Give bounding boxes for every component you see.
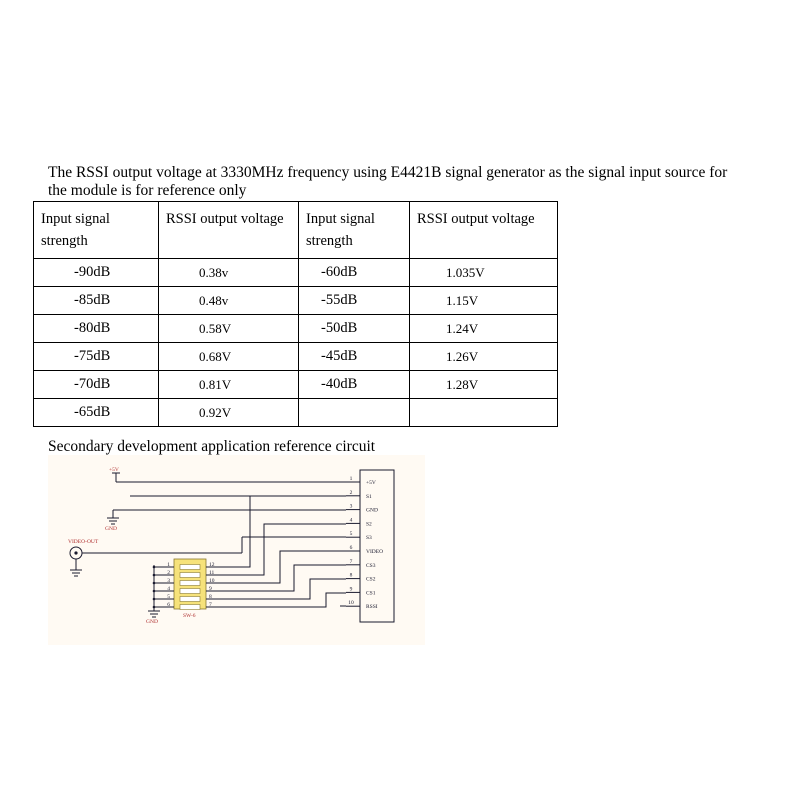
table-cell: -75dB	[34, 343, 159, 371]
table-cell: -65dB	[34, 399, 159, 427]
connector-pin-name: CS1	[366, 590, 376, 597]
reference-circuit	[48, 455, 425, 645]
junction-dot	[153, 566, 156, 569]
table-row	[34, 399, 558, 427]
table-cell: 1.15V	[410, 287, 558, 315]
switch-slot	[180, 581, 200, 586]
rssi-table	[33, 201, 558, 427]
connector-pin-number: 3	[349, 503, 353, 510]
header-rssi-output-voltage-2: RSSI output voltage	[410, 202, 558, 259]
junction-dot	[153, 598, 156, 601]
connector-pin-name: CS3	[366, 562, 376, 569]
table-cell: 1.26V	[410, 343, 558, 371]
table-cell: 1.24V	[410, 315, 558, 343]
switch-slot	[180, 605, 200, 610]
switch-left-pin-number: 3	[167, 578, 170, 584]
junction-dot	[153, 590, 156, 593]
connector-pin-number: 4	[349, 517, 353, 524]
junction-dot	[153, 606, 156, 609]
table-cell: -90dB	[34, 259, 159, 287]
connector-pin-name: S3	[366, 535, 372, 542]
connector-pin-number: 1	[349, 476, 353, 482]
power-label: +5V	[109, 467, 119, 473]
table-cell: 0.68V	[159, 343, 299, 371]
table-row	[34, 371, 558, 399]
header-input-signal-strength-2: Input signal strength	[299, 202, 410, 259]
ground-symbol	[105, 510, 346, 532]
switch-right-pin-number: 7	[209, 602, 212, 608]
table-cell: 0.38v	[159, 259, 299, 287]
table-header-row	[34, 202, 558, 259]
table-cell: -70dB	[34, 371, 159, 399]
connector-pins	[346, 476, 383, 610]
connector-pin-number: 5	[349, 531, 353, 538]
connector-body	[360, 470, 394, 622]
switch-slot	[180, 589, 200, 594]
connector-pin-number: 7	[349, 558, 353, 565]
connector-pin-name: RSSI	[366, 604, 378, 611]
switch-slot	[180, 565, 200, 570]
junction-dot	[153, 574, 156, 577]
junction-dot	[153, 582, 156, 585]
connector-pin-name: CS2	[366, 576, 376, 583]
switch-right-pin-number: 12	[209, 562, 215, 568]
circuit-schematic	[48, 455, 425, 645]
table-row	[34, 287, 558, 315]
switch-left-pin-number: 1	[167, 562, 170, 568]
table-cell: -80dB	[34, 315, 159, 343]
table-row	[34, 259, 558, 287]
table-cell: 0.92V	[159, 399, 299, 427]
switch-left-pins	[153, 562, 174, 608]
connector-pin-number: 6	[349, 545, 353, 551]
switch-slot	[180, 573, 200, 578]
switch-slot	[180, 597, 200, 602]
switch-right-pin-number: 8	[209, 594, 212, 600]
connector-pin-number: 8	[349, 572, 353, 579]
table-cell: 1.035V	[410, 259, 558, 287]
dip-switch	[146, 559, 215, 625]
switch-right-pins	[209, 562, 215, 608]
switch-left-pin-number: 2	[167, 570, 170, 576]
table-cell: -50dB	[299, 315, 410, 343]
table-cell: -85dB	[34, 287, 159, 315]
connector-pin-name: GND	[366, 507, 378, 514]
table-cell	[299, 399, 410, 427]
table-cell: 0.58V	[159, 315, 299, 343]
video-out-connector	[68, 537, 346, 576]
table-cell: -45dB	[299, 343, 410, 371]
connector-pin-name: S2	[366, 521, 372, 528]
table-cell	[410, 399, 558, 427]
switch-wiring	[206, 496, 346, 607]
table-cell: -60dB	[299, 259, 410, 287]
header-rssi-output-voltage-1: RSSI output voltage	[159, 202, 299, 259]
switch-right-pin-number: 11	[209, 570, 215, 576]
connector-pin-number: 10	[348, 600, 354, 607]
power-symbol	[109, 467, 346, 482]
table-row	[34, 315, 558, 343]
table-cell: 1.28V	[410, 371, 558, 399]
gnd-label-2: GND	[146, 619, 158, 625]
switch-left-pin-number: 6	[167, 602, 170, 608]
connector-pin-number: 2	[349, 489, 353, 496]
table-cell: -40dB	[299, 371, 410, 399]
switch-right-pin-number: 9	[209, 586, 212, 592]
switch-left-pin-number: 4	[167, 586, 170, 592]
section-title: Secondary development application reference circuit	[48, 438, 376, 455]
intro-text: The RSSI output voltage at 3330MHz frequency using E4421B signal generator as the signal input source for the module is for reference only	[48, 164, 728, 199]
table-cell: -55dB	[299, 287, 410, 315]
connector-pin-name: VIDEO	[366, 549, 384, 555]
connector-pin-name: +5V	[366, 480, 376, 486]
switch-right-pin-number: 10	[209, 578, 215, 584]
table-cell: 0.81V	[159, 371, 299, 399]
header-input-signal-strength-1: Input signal strength	[34, 202, 159, 259]
switch-left-pin-number: 5	[167, 594, 170, 600]
switch-label: SW-6	[183, 613, 196, 619]
gnd-label-1: GND	[105, 526, 117, 532]
connector-pin-number: 9	[349, 586, 353, 593]
table-row	[34, 343, 558, 371]
video-out-label: VIDEO-OUT	[68, 539, 99, 545]
table-cell: 0.48v	[159, 287, 299, 315]
connector-pin-name: S1	[366, 493, 372, 500]
